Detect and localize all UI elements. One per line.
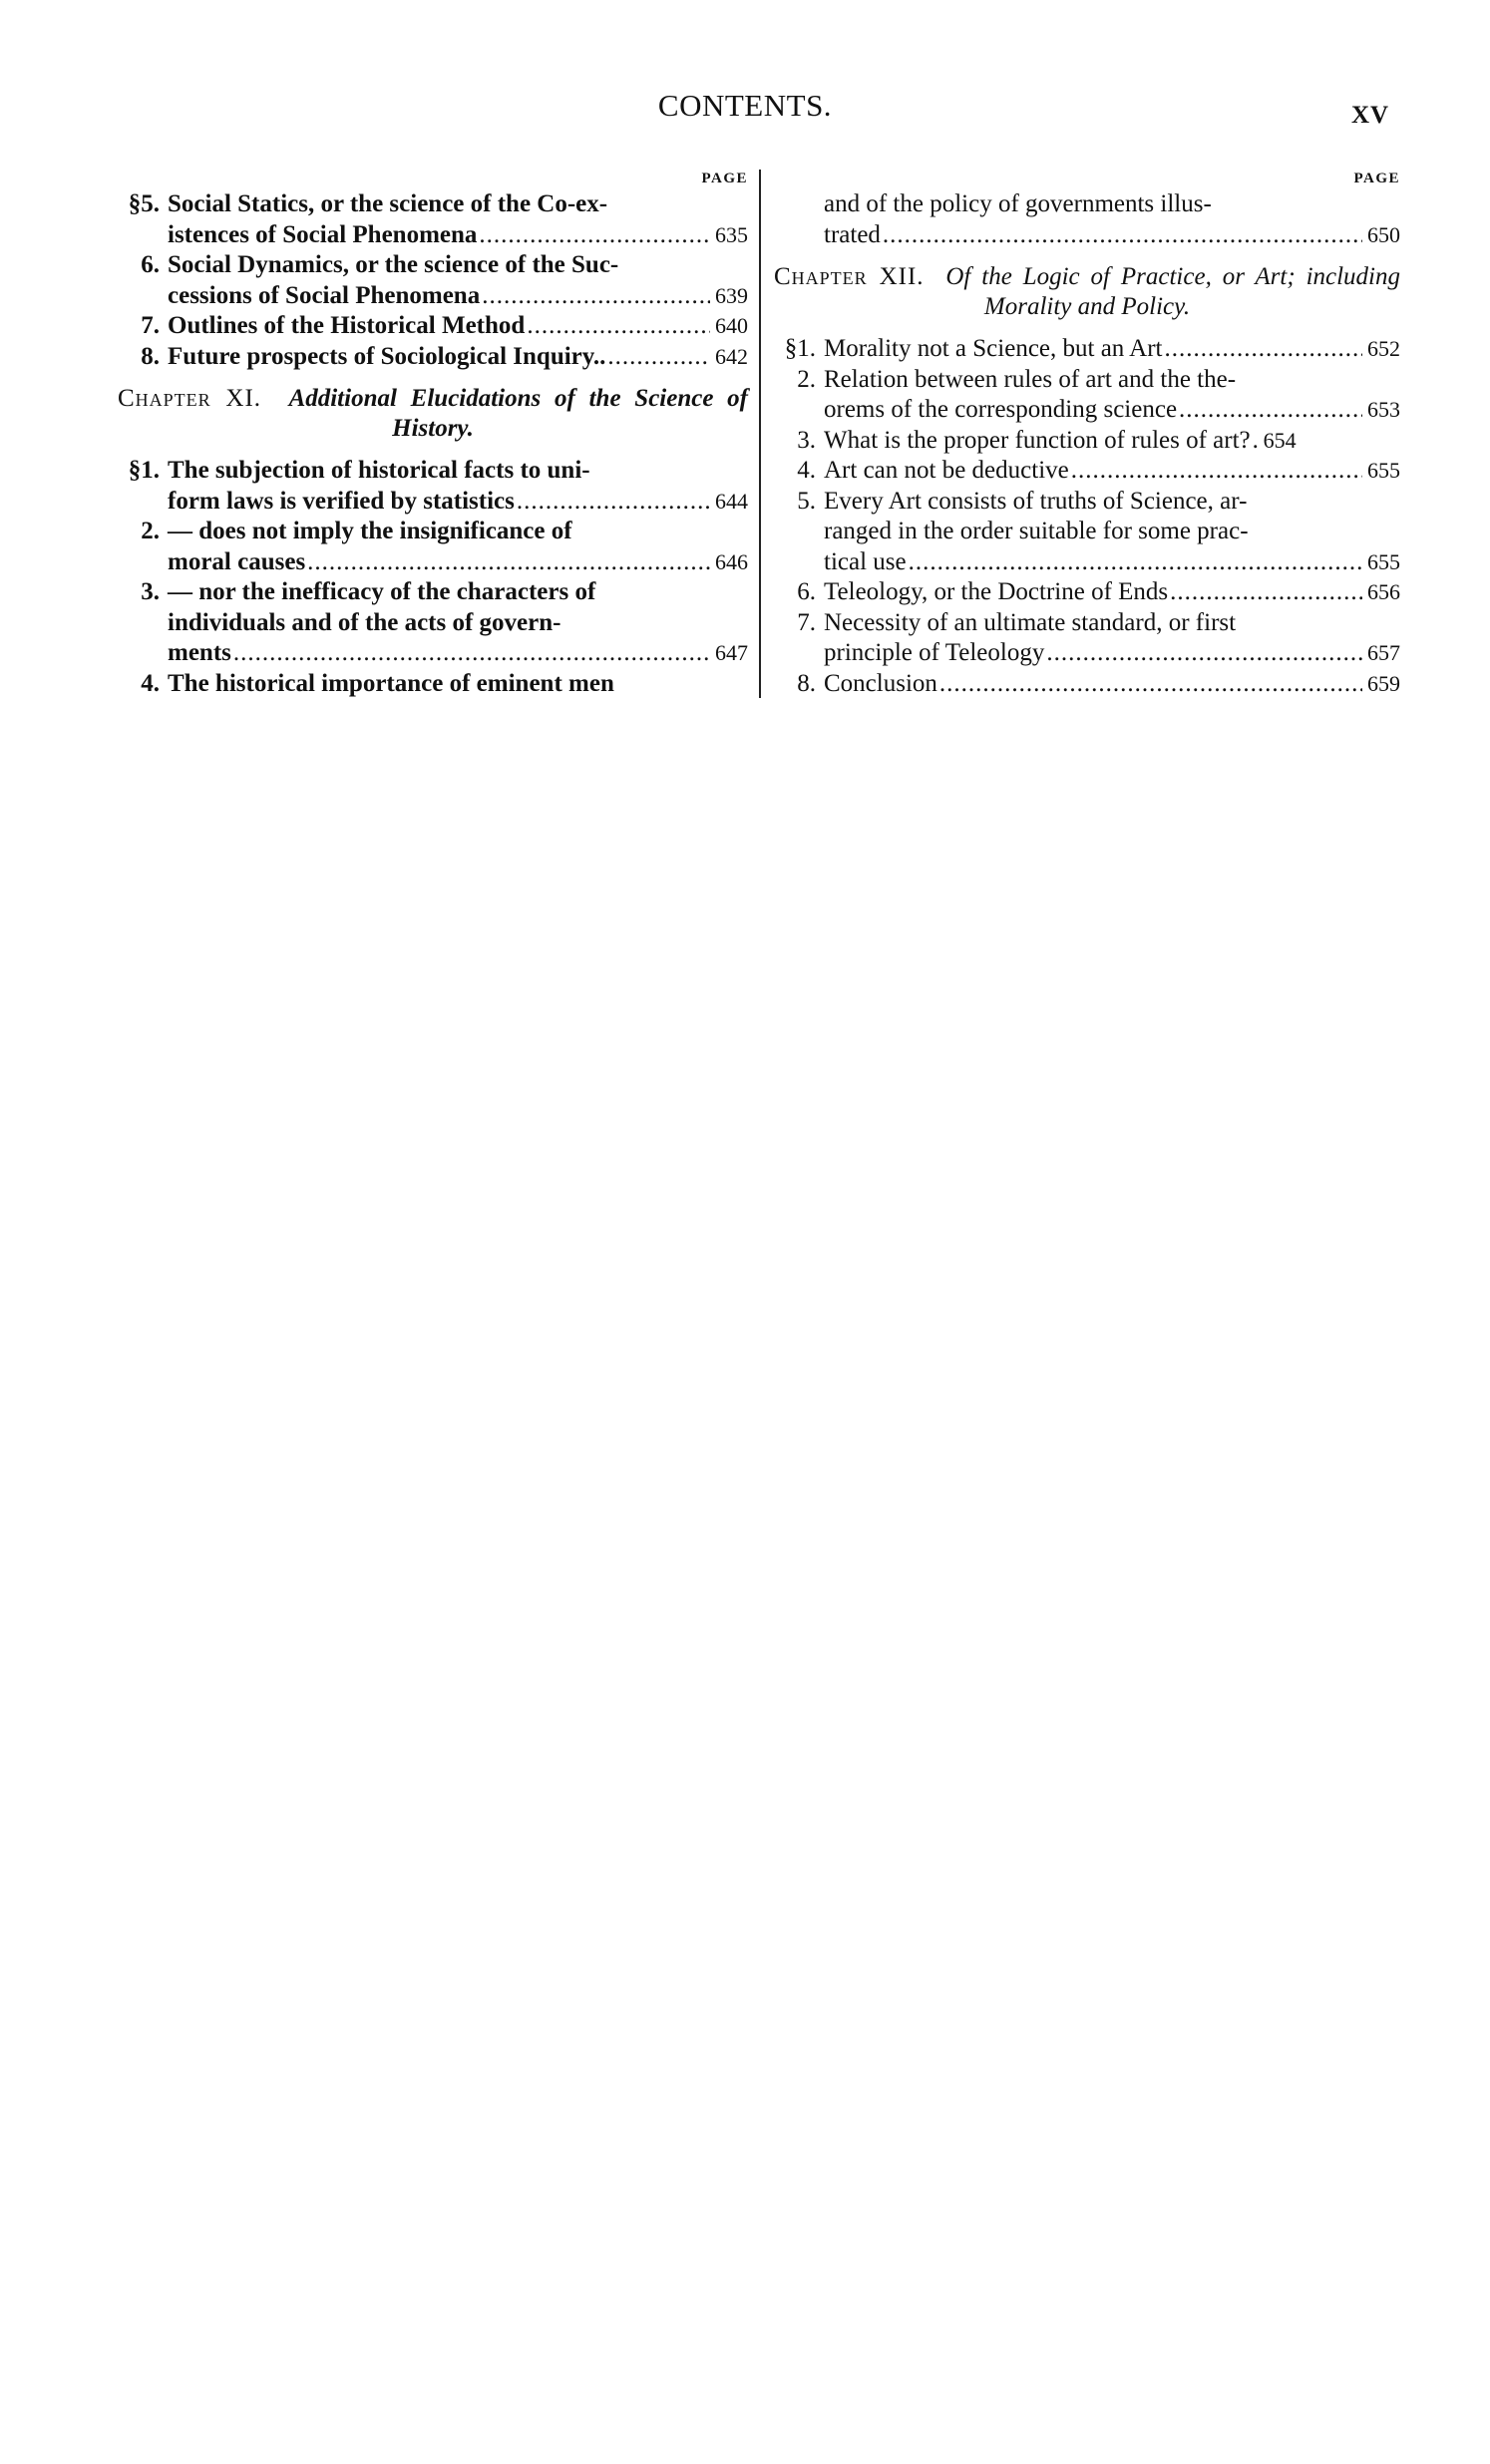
section-number: 3. — [141, 578, 160, 605]
leader-dots — [307, 547, 710, 578]
entry-text: — does not imply the insignificance of — [168, 518, 572, 544]
section-number: 7. — [141, 312, 160, 339]
entry-text: The historical importance of eminent men — [168, 669, 614, 697]
section-number: 7. — [797, 608, 816, 636]
page-number: 655 — [1367, 458, 1400, 483]
entry-text: trated — [824, 220, 881, 248]
toc-entry — [774, 456, 1400, 487]
page-numeral: XV — [1351, 102, 1390, 129]
entry-text: Necessity of an ultimate standard, or first — [824, 608, 1237, 636]
section-number: §5. — [128, 190, 160, 217]
entry-text: Morality not a Science, but an Art — [824, 335, 1163, 362]
toc-entry — [774, 487, 1400, 578]
chapter-heading — [774, 250, 1400, 334]
chapter-label: Chapter XI. — [118, 385, 262, 412]
page-number: 635 — [715, 221, 748, 247]
entry-text: Art can not be deductive — [824, 457, 1069, 484]
left-column — [118, 168, 748, 699]
toc-entry — [118, 456, 748, 517]
entry-text: The subjection of historical facts to uni- — [168, 457, 590, 484]
leader-dots — [517, 487, 710, 518]
page-number: 655 — [1367, 548, 1400, 574]
page-number: 659 — [1367, 670, 1400, 696]
section-number: 2. — [141, 518, 160, 544]
toc-entry — [118, 250, 748, 311]
section-number: 6. — [141, 251, 160, 278]
leader-dots — [1253, 426, 1259, 457]
leader-dots — [1170, 577, 1362, 608]
leader-dots — [527, 311, 710, 342]
entry-text: moral causes — [168, 547, 306, 575]
entry-text: Relation between rules of art and the the- — [824, 365, 1237, 393]
page-number: 639 — [715, 282, 748, 308]
section-number: 4. — [797, 457, 816, 484]
running-head — [0, 88, 1490, 128]
chapter-label: Chapter XII. — [774, 263, 925, 290]
leader-dots — [1046, 638, 1362, 669]
entry-text: What is the proper function of rules of art? — [824, 426, 1251, 454]
chapter-title: Of the Logic of Practice, or Art; including Morality and Policy. — [945, 263, 1401, 320]
toc-entry — [774, 426, 1400, 457]
entry-text: Teleology, or the Doctrine of Ends — [824, 578, 1169, 605]
toc-entry — [774, 669, 1400, 700]
leader-dots — [1165, 334, 1362, 365]
right-column — [774, 168, 1400, 699]
page-number: 642 — [715, 343, 748, 369]
page-title: CONTENTS. — [657, 88, 833, 123]
leader-dots — [1179, 395, 1362, 426]
page-number: 652 — [1367, 336, 1400, 361]
entry-text: principle of Teleology — [824, 639, 1045, 666]
entry-text: Conclusion — [824, 669, 937, 697]
leader-dots — [1071, 456, 1362, 487]
leader-dots — [482, 281, 710, 312]
section-number: 3. — [797, 426, 816, 454]
toc-entry — [118, 577, 748, 669]
entry-text: and of the policy of governments illus- — [824, 190, 1212, 217]
toc-entry — [118, 311, 748, 342]
page-number: 644 — [715, 488, 748, 514]
section-number: 4. — [141, 669, 160, 697]
entry-text: Future prospects of Sociological Inquiry.. — [168, 342, 606, 370]
chapter-title: Additional Elucidations of the Science of History. — [288, 385, 748, 442]
toc-entry — [774, 189, 1400, 250]
page-number: 653 — [1367, 397, 1400, 422]
page-number: 657 — [1367, 640, 1400, 665]
toc-entry — [774, 608, 1400, 669]
entry-text: cessions of Social Phenomena — [168, 281, 481, 309]
section-number: §1. — [784, 335, 816, 362]
page-number: 654 — [1263, 427, 1297, 453]
section-number: 5. — [797, 487, 816, 515]
toc-entry — [118, 342, 748, 373]
page-number: 656 — [1367, 579, 1400, 604]
entry-text: Outlines of the Historical Method — [168, 312, 526, 339]
entry-text: ranged in the order suitable for some prac- — [824, 518, 1249, 544]
page-number: 646 — [715, 548, 748, 574]
page-number: 640 — [715, 313, 748, 338]
page-column-label: PAGE — [701, 171, 748, 186]
toc-entry — [774, 365, 1400, 426]
leader-dots — [607, 342, 710, 373]
page-column-label: PAGE — [1353, 171, 1400, 186]
chapter-heading — [118, 372, 748, 456]
entry-text: individuals and of the acts of govern- — [168, 608, 561, 636]
section-number: 8. — [141, 342, 160, 370]
entry-text: Every Art consists of truths of Science, ar- — [824, 487, 1248, 515]
entry-text: Social Dynamics, or the science of the Suc- — [168, 251, 619, 278]
toc-entry — [774, 334, 1400, 365]
page-number: 647 — [715, 640, 748, 665]
leader-dots — [233, 638, 710, 669]
page-number: 650 — [1367, 221, 1400, 247]
entry-text: — nor the inefficacy of the characters of — [168, 578, 596, 605]
leader-dots — [939, 669, 1362, 700]
entry-text: Social Statics, or the science of the Co-ex- — [168, 190, 608, 217]
entry-text: istences of Social Phenomena — [168, 220, 478, 248]
section-number: 2. — [797, 365, 816, 393]
toc-entry — [118, 189, 748, 250]
column-divider — [759, 170, 761, 698]
entry-text: form laws is verified by statistics — [168, 487, 515, 515]
toc-entry — [774, 577, 1400, 608]
leader-dots — [479, 220, 710, 251]
entry-text: tical use — [824, 547, 907, 575]
leader-dots — [883, 220, 1362, 251]
section-number: 8. — [797, 669, 816, 697]
leader-dots — [909, 547, 1362, 578]
toc-entry — [118, 517, 748, 577]
section-number: 6. — [797, 578, 816, 605]
entry-text: ments — [168, 639, 231, 666]
section-number: §1. — [128, 457, 160, 484]
entry-text: orems of the corresponding science — [824, 396, 1178, 423]
toc-entry — [118, 669, 748, 700]
